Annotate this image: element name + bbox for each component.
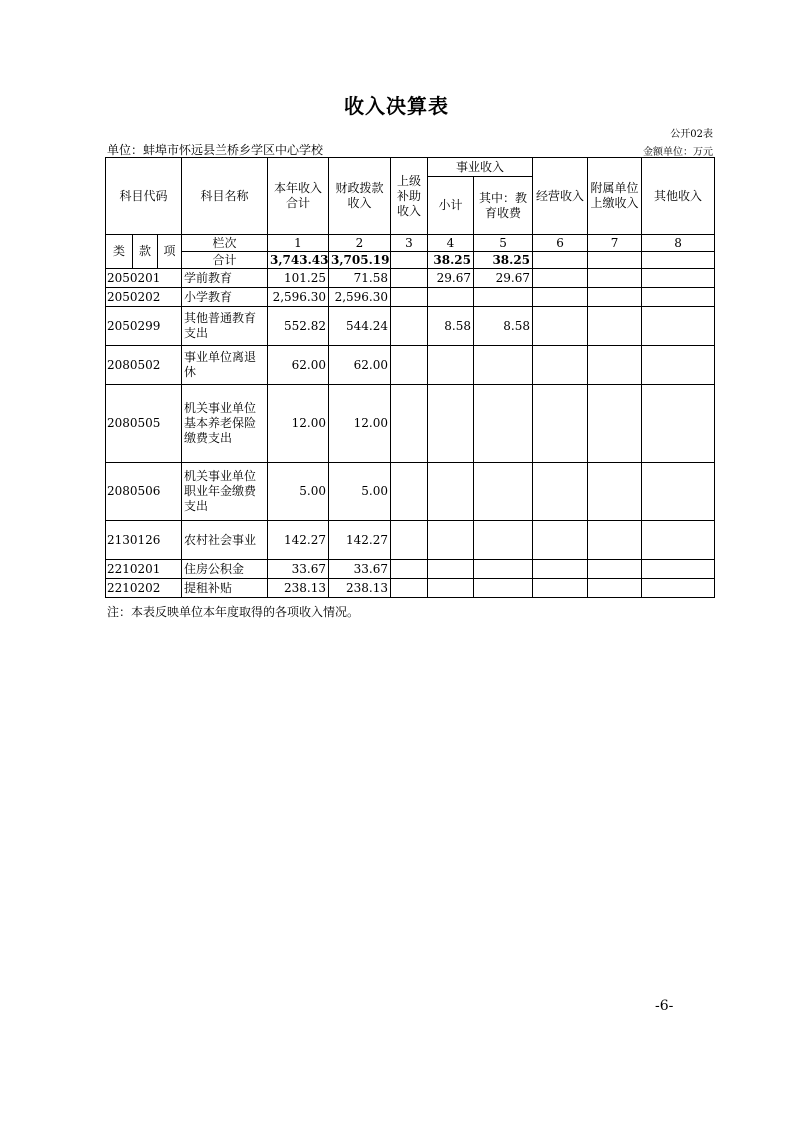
row-code: 2080502 bbox=[106, 346, 182, 385]
total-other bbox=[642, 252, 715, 269]
page-number: -6- bbox=[655, 998, 674, 1014]
row-upper bbox=[391, 560, 428, 579]
row-fiscal: 62.00 bbox=[329, 346, 391, 385]
header-code: 科目代码 bbox=[106, 158, 182, 235]
row-name: 其他普通教育支出 bbox=[182, 307, 268, 346]
row-fiscal: 5.00 bbox=[329, 463, 391, 521]
row-edu-fee bbox=[474, 463, 533, 521]
row-subtotal bbox=[428, 521, 474, 560]
row-other bbox=[642, 521, 715, 560]
row-total: 238.13 bbox=[268, 579, 329, 598]
amount-unit: 金额单位：万元 bbox=[643, 147, 713, 158]
row-operating bbox=[533, 385, 588, 463]
total-operating bbox=[533, 252, 588, 269]
row-total: 12.00 bbox=[268, 385, 329, 463]
row-fiscal: 33.67 bbox=[329, 560, 391, 579]
row-operating bbox=[533, 269, 588, 288]
row-other bbox=[642, 307, 715, 346]
row-subtotal bbox=[428, 560, 474, 579]
header-upper: 上级补助收入 bbox=[391, 158, 428, 235]
row-code: 2210201 bbox=[106, 560, 182, 579]
row-upper bbox=[391, 385, 428, 463]
total-label: 合计 bbox=[182, 252, 268, 269]
table-row bbox=[106, 521, 715, 560]
row-operating bbox=[533, 579, 588, 598]
row-affiliated bbox=[588, 385, 642, 463]
total-upper bbox=[391, 252, 428, 269]
row-operating bbox=[533, 463, 588, 521]
row-name: 机关事业单位基本养老保险缴费支出 bbox=[182, 385, 268, 463]
table-note: 注：本表反映单位本年度取得的各项收入情况。 bbox=[107, 605, 360, 619]
table-row bbox=[106, 269, 715, 288]
row-code: 2050201 bbox=[106, 269, 182, 288]
row-total: 2,596.30 bbox=[268, 288, 329, 307]
row-code: 2210202 bbox=[106, 579, 182, 598]
row-affiliated bbox=[588, 346, 642, 385]
row-subtotal: 29.67 bbox=[428, 269, 474, 288]
row-name: 学前教育 bbox=[182, 269, 268, 288]
row-upper bbox=[391, 307, 428, 346]
row-edu-fee bbox=[474, 521, 533, 560]
table-row bbox=[106, 579, 715, 598]
row-name: 住房公积金 bbox=[182, 560, 268, 579]
row-other bbox=[642, 346, 715, 385]
row-edu-fee bbox=[474, 579, 533, 598]
row-edu-fee: 8.58 bbox=[474, 307, 533, 346]
row-code: 2080506 bbox=[106, 463, 182, 521]
row-other bbox=[642, 385, 715, 463]
row-other bbox=[642, 288, 715, 307]
table-row bbox=[106, 560, 715, 579]
row-affiliated bbox=[588, 307, 642, 346]
row-edu-fee bbox=[474, 560, 533, 579]
table-row bbox=[106, 385, 715, 463]
total-affiliated bbox=[588, 252, 642, 269]
row-code: 2080505 bbox=[106, 385, 182, 463]
total-row bbox=[106, 252, 715, 269]
unit-label: 单位：蚌埠市怀远县兰桥乡学区中心学校 bbox=[107, 143, 324, 157]
row-other bbox=[642, 269, 715, 288]
row-name: 提租补贴 bbox=[182, 579, 268, 598]
header-name: 科目名称 bbox=[182, 158, 268, 235]
row-affiliated bbox=[588, 579, 642, 598]
row-operating bbox=[533, 521, 588, 560]
total-amount: 3,743.43 bbox=[268, 252, 329, 269]
row-code: 2130126 bbox=[106, 521, 182, 560]
row-total: 5.00 bbox=[268, 463, 329, 521]
col-number: 2 bbox=[329, 235, 391, 252]
row-affiliated bbox=[588, 463, 642, 521]
row-upper bbox=[391, 269, 428, 288]
col-number: 3 bbox=[391, 235, 428, 252]
col-number: 1 bbox=[268, 235, 329, 252]
column-number-row bbox=[106, 235, 715, 252]
row-upper bbox=[391, 463, 428, 521]
row-subtotal: 8.58 bbox=[428, 307, 474, 346]
row-edu-fee bbox=[474, 385, 533, 463]
header-affiliated: 附属单位上缴收入 bbox=[588, 158, 642, 235]
form-number: 公开02表 bbox=[670, 129, 713, 140]
row-other bbox=[642, 560, 715, 579]
col-number: 6 bbox=[533, 235, 588, 252]
row-operating bbox=[533, 346, 588, 385]
row-upper bbox=[391, 288, 428, 307]
row-total: 552.82 bbox=[268, 307, 329, 346]
row-other bbox=[642, 579, 715, 598]
row-affiliated bbox=[588, 288, 642, 307]
row-affiliated bbox=[588, 269, 642, 288]
row-fiscal: 142.27 bbox=[329, 521, 391, 560]
table-body bbox=[106, 158, 715, 598]
header-operating: 经营收入 bbox=[533, 158, 588, 235]
header-kuan: 款 bbox=[133, 235, 158, 269]
row-subtotal bbox=[428, 463, 474, 521]
header-subtotal: 小计 bbox=[428, 177, 474, 235]
row-subtotal bbox=[428, 346, 474, 385]
row-operating bbox=[533, 560, 588, 579]
row-subtotal bbox=[428, 288, 474, 307]
table-row bbox=[106, 307, 715, 346]
header-total: 本年收入合计 bbox=[268, 158, 329, 235]
income-table bbox=[105, 157, 715, 598]
table-row bbox=[106, 288, 715, 307]
table-row bbox=[106, 346, 715, 385]
header-edu-fee: 其中：教育收费 bbox=[474, 177, 533, 235]
row-total: 33.67 bbox=[268, 560, 329, 579]
row-fiscal: 238.13 bbox=[329, 579, 391, 598]
row-total: 101.25 bbox=[268, 269, 329, 288]
row-name: 小学教育 bbox=[182, 288, 268, 307]
row-total: 142.27 bbox=[268, 521, 329, 560]
col-number: 4 bbox=[428, 235, 474, 252]
total-edu-fee: 38.25 bbox=[474, 252, 533, 269]
page-title: 收入决算表 bbox=[344, 94, 449, 118]
row-name: 事业单位离退休 bbox=[182, 346, 268, 385]
row-subtotal bbox=[428, 579, 474, 598]
total-fiscal: 3,705.19 bbox=[329, 252, 391, 269]
row-edu-fee: 29.67 bbox=[474, 269, 533, 288]
row-total: 62.00 bbox=[268, 346, 329, 385]
row-upper bbox=[391, 346, 428, 385]
unit-row bbox=[107, 141, 713, 157]
row-code: 2050202 bbox=[106, 288, 182, 307]
row-subtotal bbox=[428, 385, 474, 463]
header-lei: 类 bbox=[106, 235, 133, 269]
row-operating bbox=[533, 307, 588, 346]
row-affiliated bbox=[588, 560, 642, 579]
row-name: 机关事业单位职业年金缴费支出 bbox=[182, 463, 268, 521]
row-fiscal: 71.58 bbox=[329, 269, 391, 288]
header-fiscal: 财政拨款收入 bbox=[329, 158, 391, 235]
row-fiscal: 544.24 bbox=[329, 307, 391, 346]
row-fiscal: 2,596.30 bbox=[329, 288, 391, 307]
row-upper bbox=[391, 579, 428, 598]
row-other bbox=[642, 463, 715, 521]
col-number: 8 bbox=[642, 235, 715, 252]
header-col-seq: 栏次 bbox=[182, 235, 268, 252]
row-name: 农村社会事业 bbox=[182, 521, 268, 560]
row-fiscal: 12.00 bbox=[329, 385, 391, 463]
total-subtotal: 38.25 bbox=[428, 252, 474, 269]
header-xiang: 项 bbox=[158, 235, 182, 269]
row-edu-fee bbox=[474, 288, 533, 307]
row-edu-fee bbox=[474, 346, 533, 385]
header-row-1 bbox=[106, 158, 715, 177]
row-affiliated bbox=[588, 521, 642, 560]
header-other: 其他收入 bbox=[642, 158, 715, 235]
col-number: 5 bbox=[474, 235, 533, 252]
row-operating bbox=[533, 288, 588, 307]
table-row bbox=[106, 463, 715, 521]
col-number: 7 bbox=[588, 235, 642, 252]
header-business: 事业收入 bbox=[428, 158, 533, 177]
row-code: 2050299 bbox=[106, 307, 182, 346]
row-upper bbox=[391, 521, 428, 560]
